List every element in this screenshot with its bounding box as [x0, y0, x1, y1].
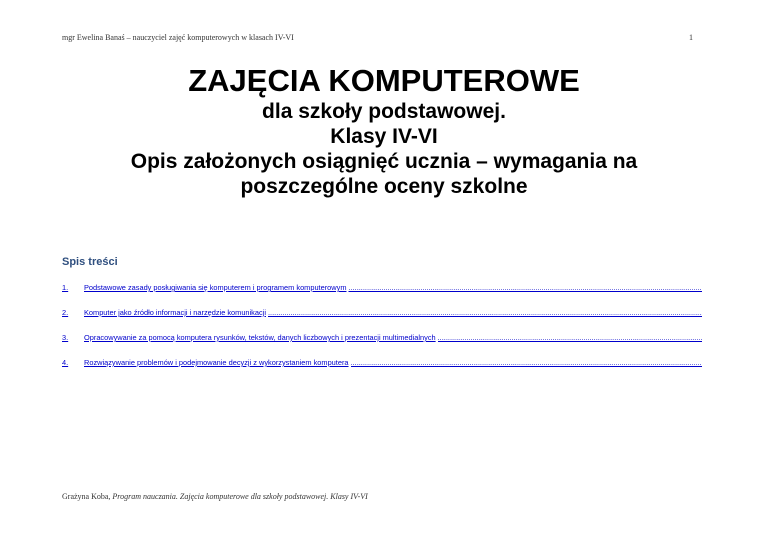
header-author: mgr Ewelina Banaś – nauczyciel zajęć komputerowych w klasach IV-VI	[62, 33, 294, 42]
table-of-contents	[62, 283, 702, 383]
footer-author: Grażyna Koba,	[62, 492, 113, 501]
toc-item-label: Opracowywanie za pomocą komputera rysunków, tekstów, danych liczbowych i prezentacji multimedialnych	[84, 333, 436, 342]
page-header	[62, 33, 693, 42]
title-line-4: Opis założonych osiągnięć ucznia – wymagania na	[130, 150, 638, 173]
toc-item-2[interactable]	[62, 308, 702, 333]
toc-leader-dots	[268, 308, 702, 317]
toc-item-label: Komputer jako źródło informacji i narzędzie komunikacji	[84, 308, 266, 317]
title-main: ZAJĘCIA KOMPUTEROWE	[188, 63, 580, 98]
toc-item-number: 2.	[62, 308, 69, 317]
toc-leader-dots	[351, 358, 702, 367]
toc-item-number: 4.	[62, 358, 69, 367]
toc-item-1[interactable]	[62, 283, 702, 308]
page-footer	[62, 492, 368, 501]
document-title	[0, 63, 768, 199]
page-number: 1	[689, 33, 693, 42]
toc-item-number: 3.	[62, 333, 69, 342]
toc-item-number: 1.	[62, 283, 69, 292]
toc-heading: Spis treści	[62, 256, 118, 268]
title-line-2: dla szkoły podstawowej.	[262, 100, 506, 123]
title-line-5: poszczególne oceny szkolne	[240, 175, 528, 198]
toc-item-label: Rozwiązywanie problemów i podejmowanie decyzji z wykorzystaniem komputera	[84, 358, 349, 367]
toc-item-3[interactable]	[62, 333, 702, 358]
toc-leader-dots	[438, 333, 702, 342]
title-line-3: Klasy IV-VI	[330, 125, 438, 148]
toc-item-label: Podstawowe zasady posługiwania się komputerem i programem komputerowym	[84, 283, 347, 292]
footer-title: Program nauczania. Zajęcia komputerowe dla szkoły podstawowej. Klasy IV-VI	[112, 492, 368, 501]
toc-leader-dots	[348, 283, 702, 292]
toc-item-4[interactable]	[62, 358, 702, 383]
